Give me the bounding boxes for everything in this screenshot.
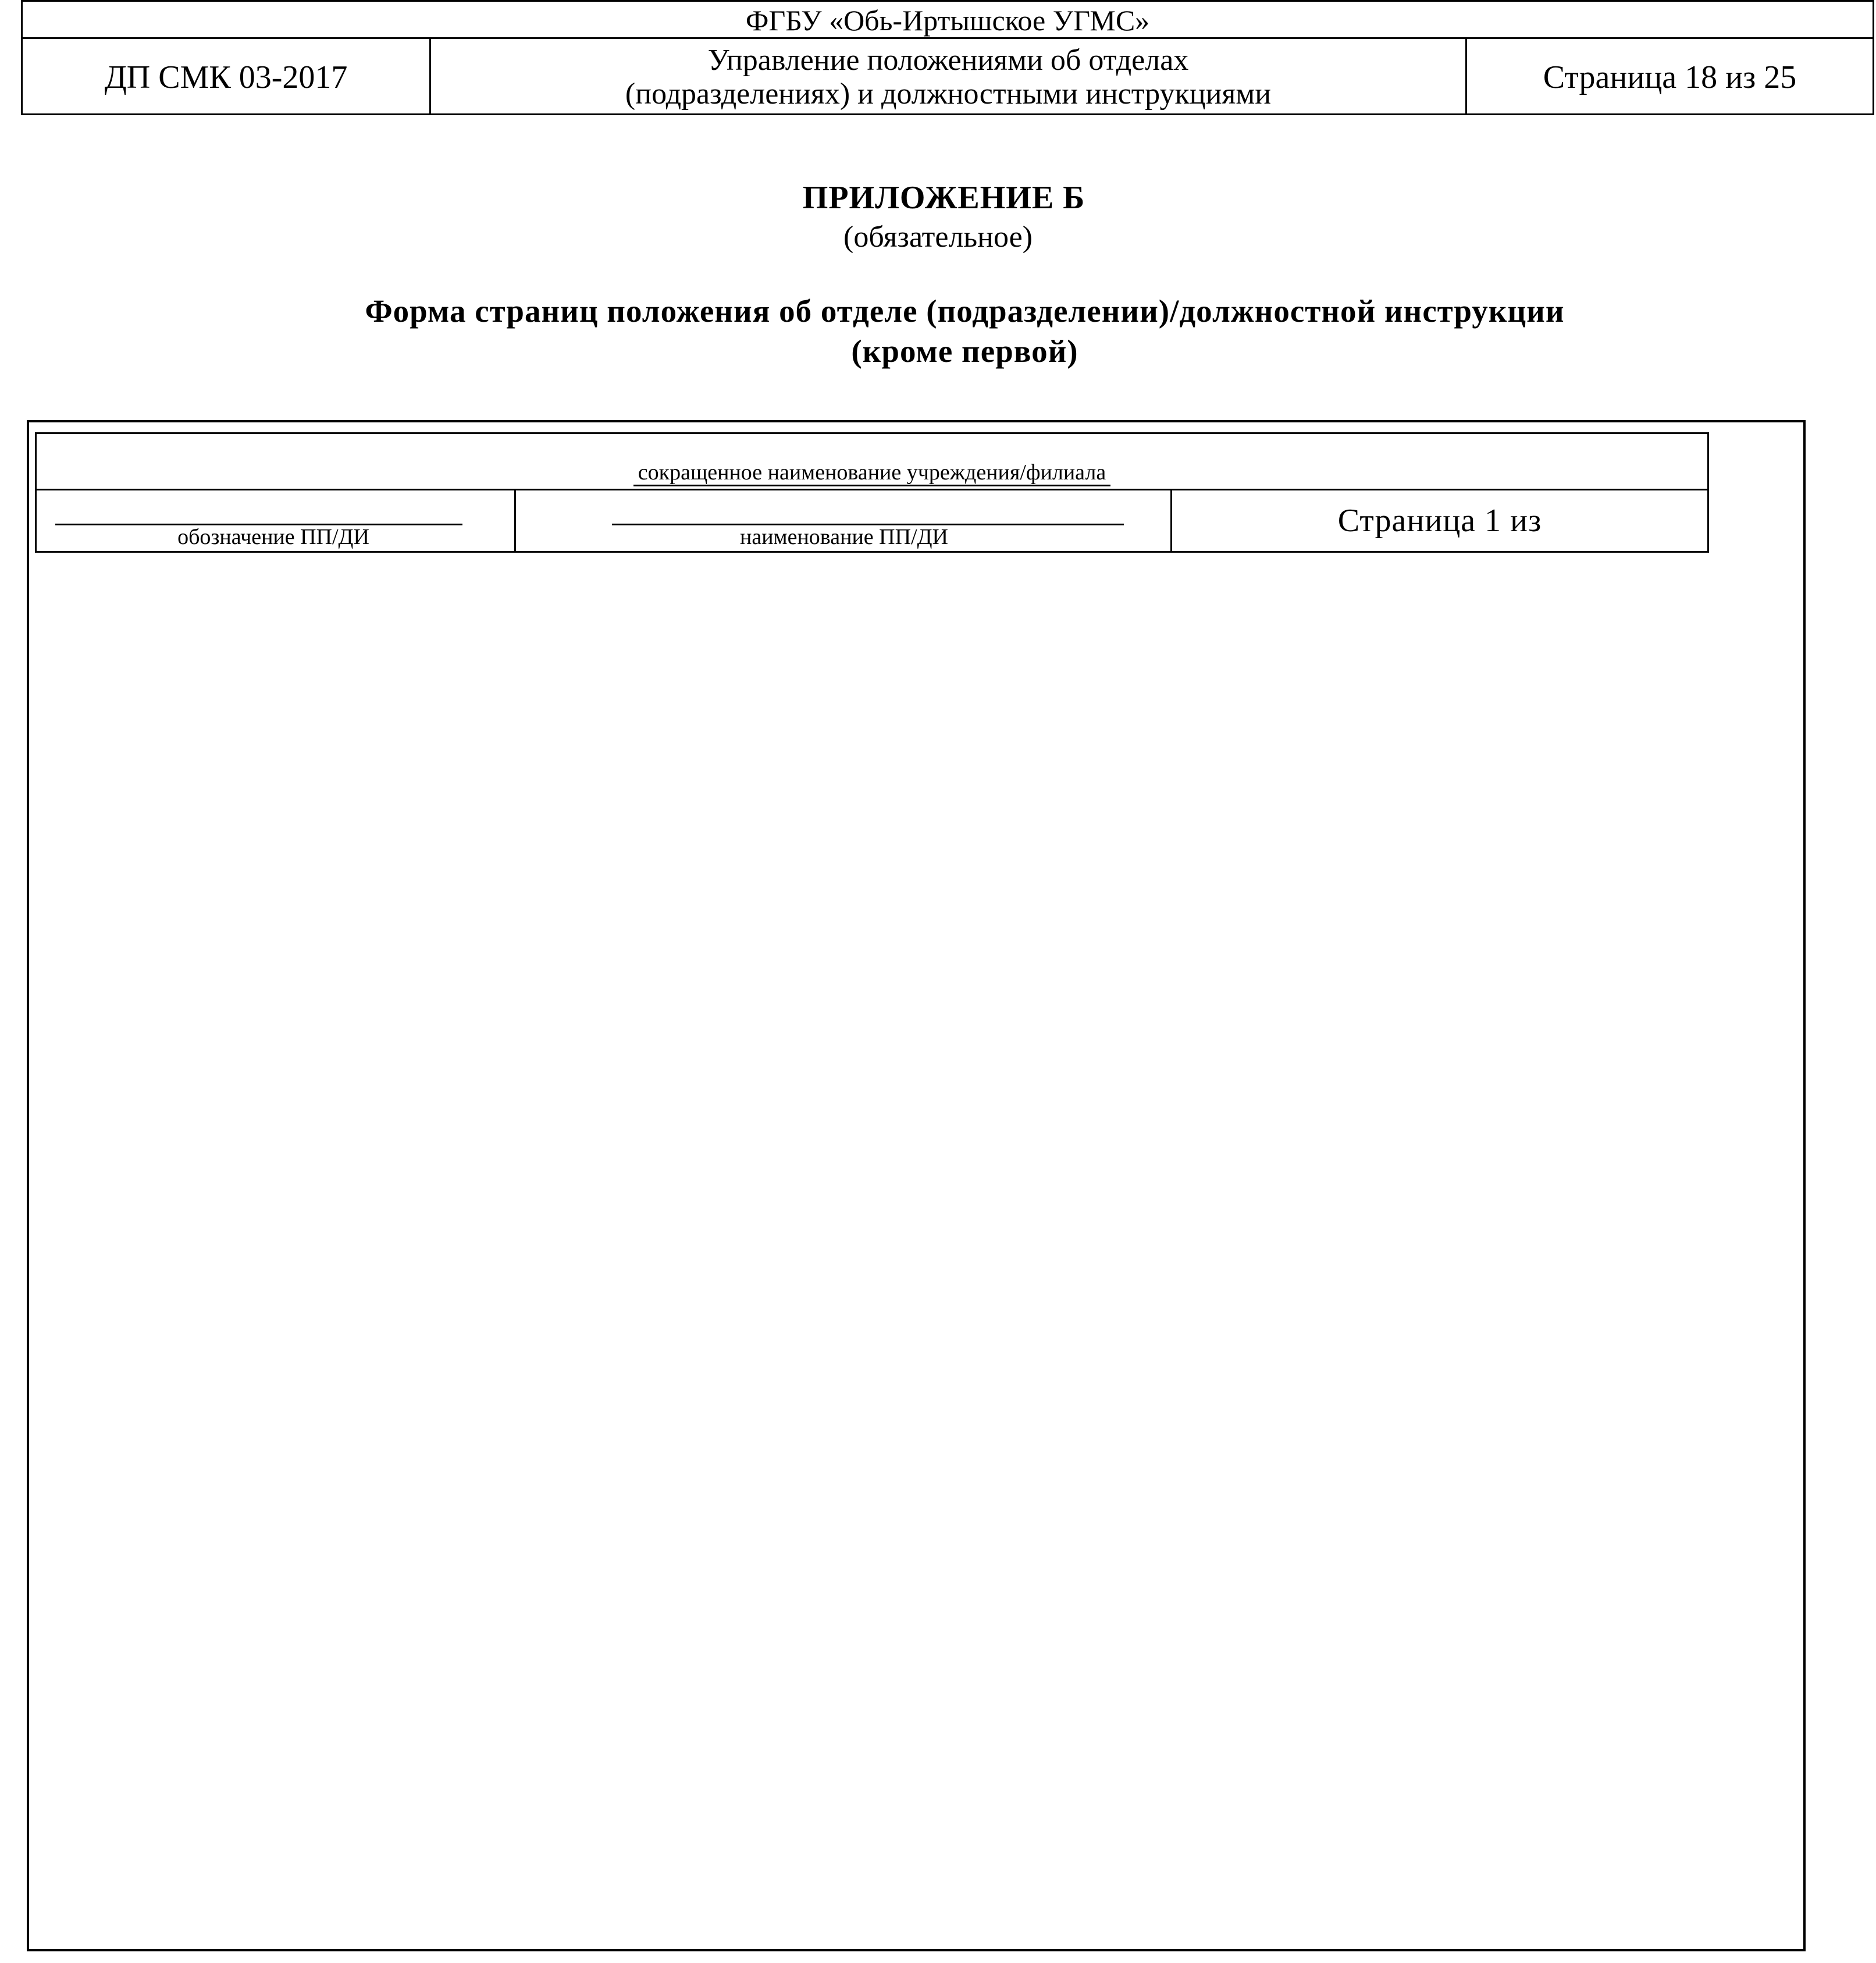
header-row	[23, 39, 1873, 115]
header-doc-code: ДП СМК 03-2017	[23, 39, 431, 115]
header-page-info: Страница 18 из 25	[1543, 59, 1797, 95]
page-label: Страница 1 из	[1337, 503, 1542, 539]
header-organization: ФГБУ «Обь-Иртышское УГМС»	[23, 2, 1873, 39]
org-short-row	[37, 434, 1707, 490]
name-caption: наименование ПП/ДИ	[740, 525, 948, 549]
document-header	[21, 0, 1874, 115]
org-short-caption	[37, 460, 1707, 485]
org-short-caption-text: сокращенное наименование учреждения/филиала	[633, 460, 1110, 486]
designation-cell	[37, 490, 516, 551]
header-title-line-2: (подразделениях) и должностными инструкциями	[625, 77, 1272, 111]
form-title-line-1: Форма страниц положения об отделе (подразделении)/должностной инструкции	[365, 293, 1565, 329]
form-fields-row	[37, 490, 1707, 551]
page-form-frame	[27, 420, 1806, 1951]
form-title-line-2: (кроме первой)	[851, 333, 1078, 369]
header-title-line-1: Управление положениями об отделах	[707, 43, 1189, 77]
page-label-cell	[1172, 490, 1707, 551]
appendix-title: ПРИЛОЖЕНИЕ Б	[802, 180, 1085, 216]
name-cell	[516, 490, 1172, 551]
header-doc-title	[431, 39, 1467, 115]
page-form-header-table	[35, 432, 1709, 553]
designation-caption: обозначение ПП/ДИ	[177, 525, 369, 549]
appendix-status: (обязательное)	[843, 221, 1033, 254]
